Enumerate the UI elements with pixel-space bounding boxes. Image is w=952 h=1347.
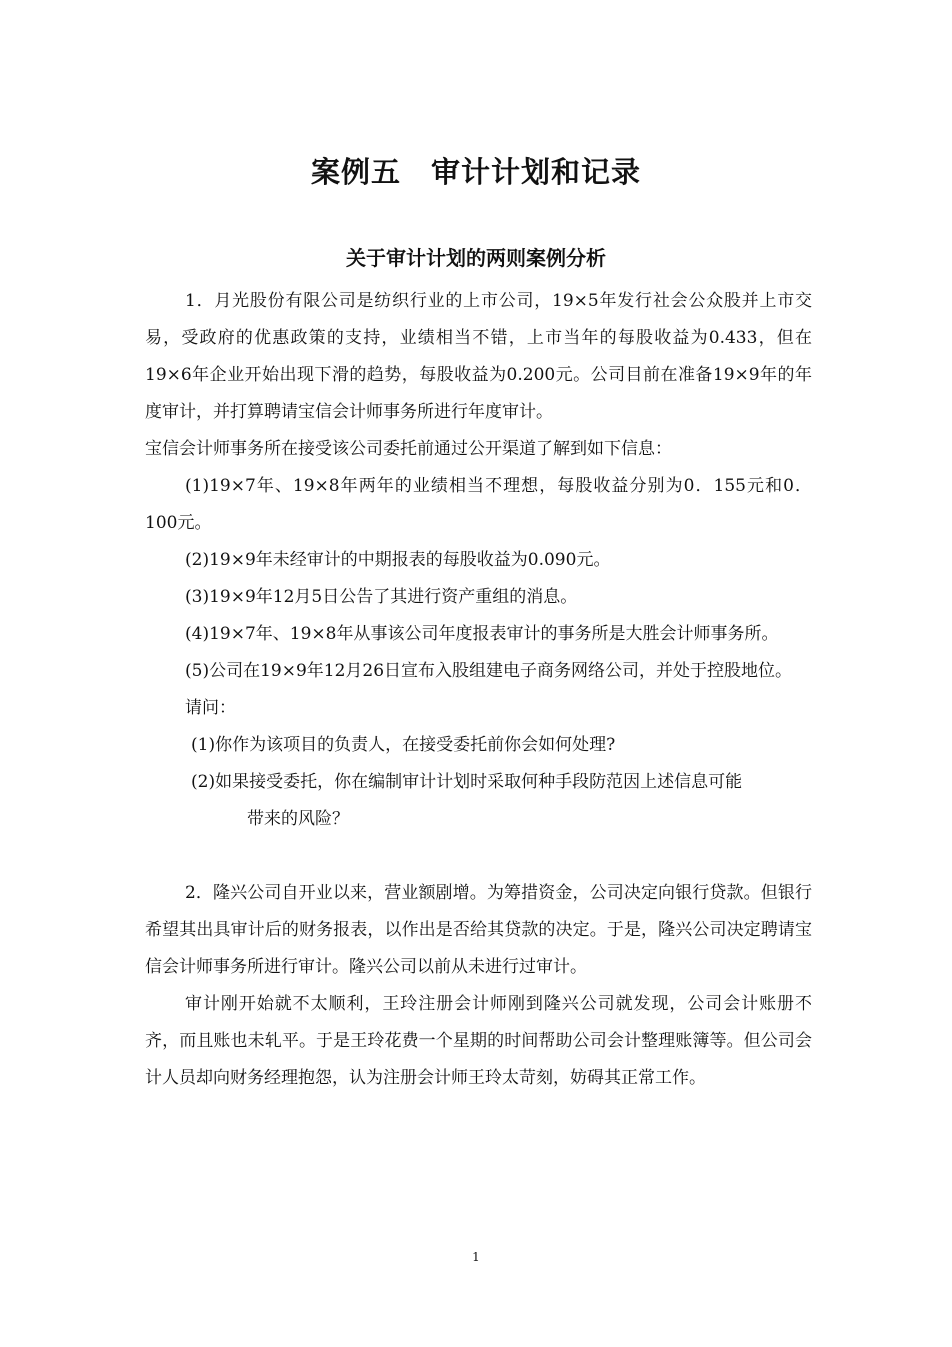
case2-paragraph-1: 2．隆兴公司自开业以来，营业额剧增。为筹措资金，公司决定向银行贷款。但银行希望其出具审计后的财务报表，以作出是否给其贷款的决定。于是，隆兴公司决定聘请宝信会计师事务所进行审计。隆兴公司以前从未进行过审计。 (145, 883, 812, 977)
case1-item-2: (2)19×9年未经审计的中期报表的每股收益为0.090元。 (185, 550, 611, 570)
case1-intro-paragraph: 1．月光股份有限公司是纺织行业的上市公司，19×5年发行社会公众股并上市交易，受政府的优惠政策的支持，业绩相当不错，上市当年的每股收益为0.433，但在19×6年企业开始出现下滑的趋势，每股收益为0.200元。公司目前在准备19×9年的年度审计，并打算聘请宝信会计师事务所进行年度审计。 (145, 291, 812, 422)
case1-item-1: (1)19×7年、19×8年两年的业绩相当不理想，每股收益分别为0．155元和0．100元。 (145, 476, 812, 533)
case1-question-lead: 请问： (185, 698, 236, 718)
case1-item-4: (4)19×7年、19×8年从事该公司年度报表审计的事务所是大胜会计师事务所。 (185, 624, 779, 644)
case2-paragraph-2: 审计刚开始就不太顺利，王玲注册会计师刚到隆兴公司就发现，公司会计账册不齐，而且账也未轧平。于是王玲花费一个星期的时间帮助公司会计整理账簿等。但公司会计人员却向财务经理抱怨，认为注册会计师王玲太苛刻，妨碍其正常工作。 (145, 994, 812, 1088)
case1-question-2 (145, 764, 812, 838)
case1-question-2-line1: (2)如果接受委托，你在编制审计计划时采取何种手段防范因上述信息可能 (191, 772, 743, 792)
paragraph-spacer (145, 838, 812, 875)
section-subtitle: 关于审计计划的两则案例分析 (346, 246, 606, 270)
page-title: 案例五 审计计划和记录 (310, 155, 641, 189)
case1-question-2-line2: 带来的风险？ (247, 809, 349, 829)
case1-question-1: (1)你作为该项目的负责人，在接受委托前你会如何处理? (191, 735, 616, 755)
case1-item-3: (3)19×9年12月5日公告了其进行资产重组的消息。 (185, 587, 578, 607)
case1-info-lead: 宝信会计师事务所在接受该公司委托前通过公开渠道了解到如下信息： (145, 439, 672, 459)
page-number: 1 (472, 1250, 480, 1264)
document-body (145, 283, 812, 1097)
case1-item-5: (5)公司在19×9年12月26日宣布入股组建电子商务网络公司，并处于控股地位。 (185, 661, 793, 681)
